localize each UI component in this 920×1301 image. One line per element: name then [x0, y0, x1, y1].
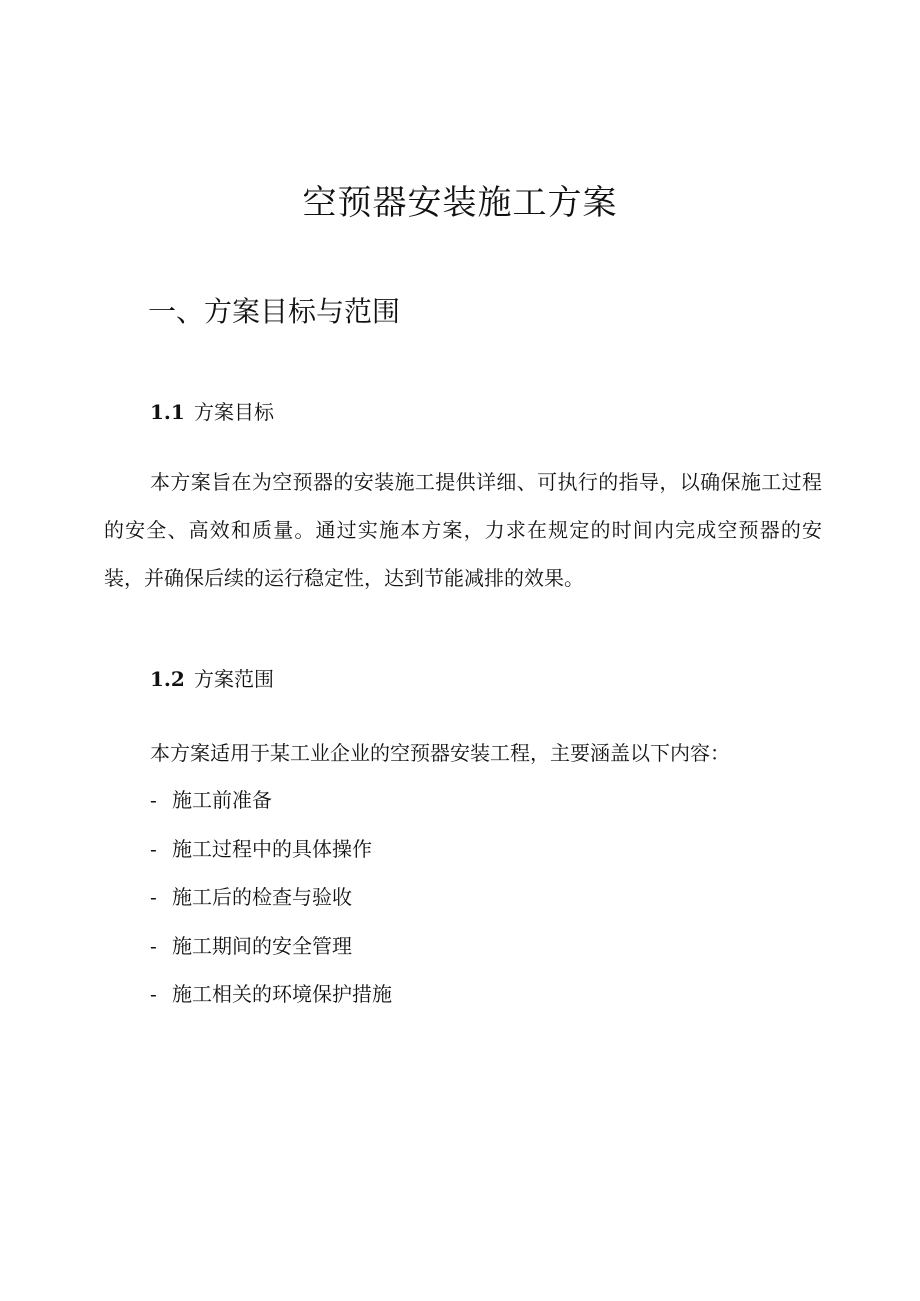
subsection-number: 1.1 — [150, 400, 185, 424]
subsection-title: 方案目标 — [194, 400, 274, 424]
bullet-dash: - — [150, 885, 157, 909]
subsection-heading-1-2 — [150, 664, 274, 694]
subsection-heading-1-1 — [150, 397, 274, 427]
list-item-text: 施工相关的环境保护措施 — [172, 982, 392, 1006]
list-item — [150, 924, 392, 973]
scope-intro: 本方案适用于某工业企业的空预器安装工程，主要涵盖以下内容： — [150, 741, 730, 765]
scope-list — [150, 778, 392, 1021]
list-item-text: 施工后的检查与验收 — [172, 885, 352, 909]
list-item-text: 施工过程中的具体操作 — [172, 836, 372, 861]
document-title: 空预器安装施工方案 — [302, 183, 618, 223]
bullet-dash: - — [150, 788, 157, 812]
section-heading: 一、方案目标与范围 — [148, 295, 401, 328]
list-item — [150, 875, 392, 924]
bullet-dash: - — [150, 933, 157, 958]
list-item — [150, 972, 392, 1021]
bullet-dash: - — [150, 982, 157, 1006]
list-item-text: 施工前准备 — [172, 788, 272, 812]
list-item — [150, 827, 392, 876]
list-item — [150, 778, 392, 827]
subsection-title: 方案范围 — [194, 667, 274, 691]
subsection-number: 1.2 — [150, 667, 185, 691]
bullet-dash: - — [150, 836, 157, 861]
objective-paragraph: 本方案旨在为空预器的安装施工提供详细、可执行的指导，以确保施工过程的安全、高效和质量。通过实施本方案，力求在规定的时间内完成空预器的安装，并确保后续的运行稳定性，达到节能减排的效果。 — [104, 470, 822, 590]
list-item-text: 施工期间的安全管理 — [172, 933, 352, 958]
